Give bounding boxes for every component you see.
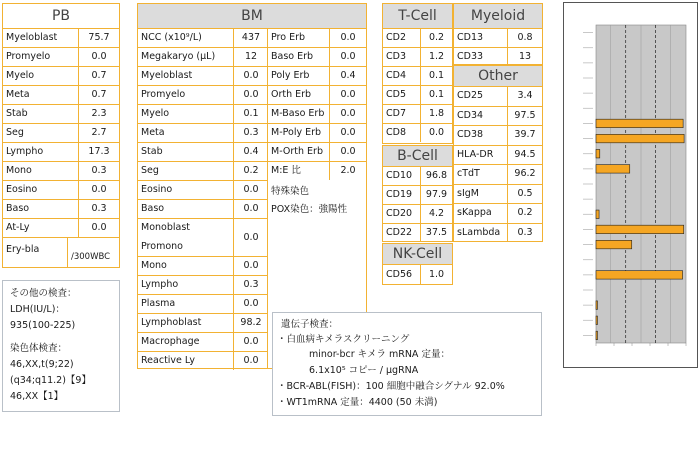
row-label: CD20 xyxy=(383,205,421,223)
table-row xyxy=(383,47,452,66)
row-label: CD10 xyxy=(383,167,421,185)
row-value: 0.7 xyxy=(91,89,107,100)
row-value: 0.0 xyxy=(340,146,356,157)
row-label: Reactive Ly xyxy=(138,352,234,370)
table-row xyxy=(3,28,119,47)
nkcell-panel xyxy=(382,243,453,285)
gene-test-line: minor-bcr キメラ mRNA 定量： xyxy=(309,349,450,360)
row-label: Meta xyxy=(3,86,79,104)
row-value: 4.2 xyxy=(428,208,445,219)
table-row xyxy=(138,313,268,332)
row-label: sIgM xyxy=(454,185,508,204)
row-label: Seg xyxy=(138,162,234,180)
row-label: CD13 xyxy=(454,29,508,47)
table-row xyxy=(454,145,542,165)
row-value: 97.9 xyxy=(425,189,448,200)
row-label: Lympho xyxy=(138,276,234,294)
myeloid-panel xyxy=(453,3,543,65)
row-label: Promyelo xyxy=(3,48,79,66)
table-row xyxy=(383,66,452,85)
row-label-group xyxy=(138,219,234,256)
row-value: 0.0 xyxy=(243,298,259,309)
row-label: Monoblast xyxy=(141,222,191,233)
table-row xyxy=(268,161,366,180)
nkcell-title: NK-Cell xyxy=(383,244,452,264)
other-test-line: 935(100-225) xyxy=(10,320,76,331)
row-value: 0.8 xyxy=(517,32,533,43)
row-label: Myeloblast xyxy=(138,67,234,85)
row-label: CD22 xyxy=(383,224,421,242)
row-label: HLA-DR xyxy=(454,146,508,165)
row-label: CD56 xyxy=(383,265,421,285)
row-label: Ery-bla xyxy=(3,238,68,267)
bm-title: BM xyxy=(138,4,366,28)
row-value: 2.7 xyxy=(91,127,107,138)
table-row xyxy=(138,161,268,180)
bar xyxy=(596,165,630,173)
table-row xyxy=(454,184,542,204)
table-row xyxy=(268,123,366,142)
row-label: Promyelo xyxy=(138,86,234,104)
table-row xyxy=(454,86,542,106)
row-label: CD5 xyxy=(383,86,421,104)
column-divider xyxy=(267,28,268,368)
table-row xyxy=(138,256,268,275)
table-row xyxy=(383,223,452,242)
table-row xyxy=(268,66,366,85)
tcell-title: T-Cell xyxy=(383,4,452,28)
table-row xyxy=(383,28,452,47)
table-row xyxy=(383,85,452,104)
table-row xyxy=(3,218,119,237)
gene-test-line: 6.1x10⁵ コピー / μgRNA xyxy=(309,365,419,376)
row-label: Pro Erb xyxy=(268,29,330,47)
other-test-line: LDH(IU/L)： xyxy=(10,304,65,315)
tcell-panel xyxy=(382,3,453,144)
myeloid-title: Myeloid xyxy=(454,4,542,28)
row-label: Plasma xyxy=(138,295,234,313)
other-test-line: その他の検査： xyxy=(10,288,77,299)
chromosome-line: 染色体検査： xyxy=(10,343,68,354)
row-label: Lympho xyxy=(3,143,79,161)
row-label: Mono xyxy=(138,257,234,275)
table-row xyxy=(454,223,542,243)
row-label: Stab xyxy=(3,105,79,123)
row-label: Baso Erb xyxy=(268,48,330,66)
row-value: 39.7 xyxy=(514,129,536,140)
table-row xyxy=(268,104,366,123)
bcell-title: B-Cell xyxy=(383,146,452,166)
row-value: 0.3 xyxy=(91,203,107,214)
bar xyxy=(596,271,683,279)
row-label: CD7 xyxy=(383,105,421,123)
row-label: M:E 比 xyxy=(268,162,330,180)
row-label: M-Baso Erb xyxy=(268,105,330,123)
row-value: 0.0 xyxy=(243,336,259,347)
other-title: Other xyxy=(454,66,542,86)
table-row xyxy=(3,47,119,66)
row-value: 0.1 xyxy=(243,108,259,119)
gene-tests-box xyxy=(272,312,542,416)
table-row xyxy=(268,28,366,47)
row-value: 1.8 xyxy=(428,108,445,119)
gene-test-line: ・白血病キメラスクリーニング xyxy=(277,334,410,345)
row-value: 0.2 xyxy=(428,32,445,43)
row-value: 0.0 xyxy=(428,127,445,138)
table-row xyxy=(138,275,268,294)
row-value: 0.3 xyxy=(517,226,533,238)
row-label: M-Orth Erb xyxy=(268,143,330,161)
table-row xyxy=(454,164,542,184)
row-value: 98.2 xyxy=(240,317,262,328)
row-label: Meta xyxy=(138,124,234,142)
row-value: 0.0 xyxy=(243,260,259,271)
row-label: Seg xyxy=(3,124,79,142)
row-value: 0.0 xyxy=(243,203,259,214)
table-row xyxy=(138,142,268,161)
table-row xyxy=(268,142,366,161)
row-label: sKappa xyxy=(454,204,508,223)
row-value: 0.0 xyxy=(340,51,356,62)
table-row xyxy=(138,47,268,66)
row-value: 0.0 xyxy=(243,89,259,100)
row-value: 96.8 xyxy=(425,170,448,181)
table-row xyxy=(138,180,268,199)
table-row xyxy=(138,104,268,123)
table-row xyxy=(268,47,366,66)
table-row xyxy=(454,106,542,126)
row-value: 75.7 xyxy=(88,32,110,43)
table-row xyxy=(3,66,119,85)
stain-value: POX染色：強陽性 xyxy=(271,204,348,215)
bar xyxy=(596,134,684,142)
row-label: sLambda xyxy=(454,224,508,243)
row-label: CD4 xyxy=(383,67,421,85)
row-value: 2.3 xyxy=(91,108,107,119)
table-row xyxy=(383,264,452,285)
table-row xyxy=(3,142,119,161)
row-value: 37.5 xyxy=(425,227,448,238)
stain-title: 特殊染色 xyxy=(271,186,310,197)
row-value: 0.5 xyxy=(517,187,533,199)
pb-title: PB xyxy=(3,4,119,28)
row-value: 0.0 xyxy=(91,184,107,195)
pb-panel xyxy=(2,3,120,268)
row-value: 2.0 xyxy=(340,165,356,176)
row-label: Stab xyxy=(138,143,234,161)
table-row xyxy=(138,85,268,104)
row-label: NCC (x10⁹/L) xyxy=(138,29,234,47)
row-value: 1.0 xyxy=(428,269,445,280)
row-label: Baso xyxy=(138,200,234,218)
table-row xyxy=(138,123,268,142)
table-row xyxy=(383,204,452,223)
row-value: 437 xyxy=(241,32,261,43)
gene-test-line: 遺伝子検査： xyxy=(281,319,339,330)
row-label: CD19 xyxy=(383,186,421,204)
row-value: 94.5 xyxy=(514,148,536,160)
table-row xyxy=(3,85,119,104)
row-value: 17.3 xyxy=(88,146,110,157)
row-value: 0.0 xyxy=(91,222,107,233)
bar xyxy=(596,149,600,157)
other-tests-box xyxy=(2,280,120,412)
row-value: 0.0 xyxy=(243,70,259,81)
table-row xyxy=(454,203,542,223)
other-panel xyxy=(453,65,543,242)
table-row xyxy=(383,166,452,185)
row-value: 13 xyxy=(518,51,532,62)
table-row-erybla xyxy=(3,237,119,267)
row-value: 0.0 xyxy=(340,127,356,138)
table-row xyxy=(138,199,268,218)
table-row xyxy=(3,104,119,123)
row-value: /300WBC xyxy=(71,252,111,262)
row-label: Myelo xyxy=(138,105,234,123)
row-value: 0.1 xyxy=(428,70,445,81)
table-row xyxy=(454,125,542,145)
row-label: Megakaryo (μL) xyxy=(138,48,234,66)
bar xyxy=(596,316,598,324)
row-label: cTdT xyxy=(454,165,508,184)
row-label: CD34 xyxy=(454,107,508,126)
bar xyxy=(596,119,683,127)
row-value: 0.2 xyxy=(517,207,533,218)
row-label: Eosino xyxy=(138,181,234,199)
row-label: Poly Erb xyxy=(268,67,330,85)
row-label: CD3 xyxy=(383,48,421,66)
row-label: Myeloblast xyxy=(3,29,79,47)
gene-test-line: ・WT1mRNA 定量：4400 (50 未満) xyxy=(277,397,438,408)
table-row xyxy=(138,332,268,351)
row-label: CD38 xyxy=(454,126,508,145)
flow-chart xyxy=(563,2,698,368)
row-value: 0.3 xyxy=(243,127,259,138)
bar xyxy=(596,225,684,233)
bar xyxy=(596,210,599,218)
row-label: Eosino xyxy=(3,181,79,199)
row-label: Macrophage xyxy=(138,333,234,351)
table-row xyxy=(383,123,452,142)
row-value: 0.0 xyxy=(243,355,259,366)
row-label: CD8 xyxy=(383,124,421,142)
table-row xyxy=(138,66,268,85)
bar xyxy=(596,240,632,248)
table-row xyxy=(383,104,452,123)
row-value: 0.3 xyxy=(91,165,107,176)
table-row xyxy=(138,28,268,47)
table-row xyxy=(454,47,542,66)
table-row xyxy=(268,85,366,104)
row-value: 96.2 xyxy=(514,168,536,179)
row-value: 0.4 xyxy=(243,146,259,157)
row-value: 97.5 xyxy=(514,109,536,121)
table-row xyxy=(3,161,119,180)
table-row-monoblast xyxy=(138,218,268,256)
row-label: Promono xyxy=(141,241,183,252)
row-value: 12 xyxy=(244,51,258,62)
row-value: 0.0 xyxy=(243,232,259,243)
row-label: CD33 xyxy=(454,48,508,66)
flow-chart-svg xyxy=(564,3,697,367)
bcell-panel xyxy=(382,145,453,242)
table-row xyxy=(3,199,119,218)
row-label: Orth Erb xyxy=(268,86,330,104)
row-label: Lymphoblast xyxy=(138,314,234,332)
row-value: 0.7 xyxy=(91,70,107,81)
row-value: 0.0 xyxy=(340,108,356,119)
table-row xyxy=(3,180,119,199)
row-label: Mono xyxy=(3,162,79,180)
row-label: CD25 xyxy=(454,87,508,106)
table-row xyxy=(3,123,119,142)
bar xyxy=(596,301,598,309)
row-label: At-Ly xyxy=(3,219,79,237)
row-value: 0.0 xyxy=(91,51,107,62)
table-row xyxy=(138,351,268,370)
row-value: 3.4 xyxy=(517,90,533,101)
row-label: Baso xyxy=(3,200,79,218)
bar xyxy=(596,331,598,339)
row-value: 0.2 xyxy=(243,165,259,176)
gene-test-line: ・BCR-ABL(FISH)：100 細胞中融合シグナル 92.0% xyxy=(277,381,505,392)
row-value: 0.0 xyxy=(243,184,259,195)
chromosome-line: 46,XX【1】 xyxy=(10,391,64,402)
row-label: M-Poly Erb xyxy=(268,124,330,142)
row-label: CD2 xyxy=(383,29,421,47)
table-row xyxy=(454,28,542,47)
row-value: 0.0 xyxy=(340,32,356,43)
row-value: 0.0 xyxy=(340,89,356,100)
chromosome-line: (q34;q11.2)【9】 xyxy=(10,375,91,386)
row-value: 0.3 xyxy=(243,279,259,290)
table-row xyxy=(383,185,452,204)
row-label: Myelo xyxy=(3,67,79,85)
table-row xyxy=(138,294,268,313)
row-value: 1.2 xyxy=(428,51,445,62)
row-value: 0.4 xyxy=(340,70,356,81)
chromosome-line: 46,XX,t(9;22) xyxy=(10,359,74,370)
row-value: 0.1 xyxy=(428,89,445,100)
